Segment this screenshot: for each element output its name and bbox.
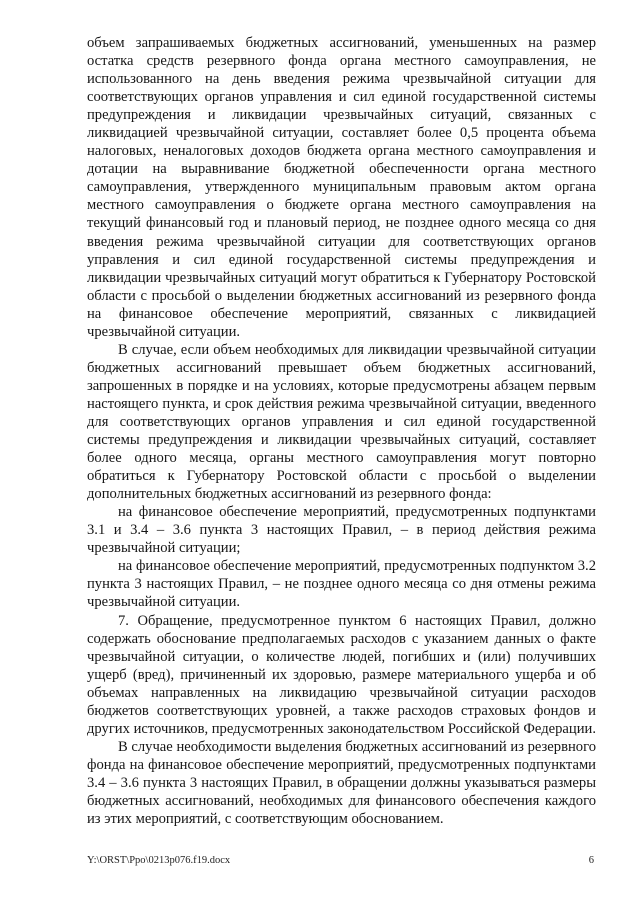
- paragraph-additional-funds: В случае, если объем необходимых для ликвидации чрезвычайной ситуации бюджетных ассигнований превышает объем бюджетных ассигнований, запрошенных в порядке и на условиях, которые предусмотрены абзацем первым настоящего пункта, и срок действия режима чрезвычайной ситуации, введенного для соответствующих органов управления и сил единой государственной системы предупреждения и ликвидации чрезвычайных ситуаций, составляет более одного месяца, органы местного самоуправления могут повторно обратиться к Губернатору Ростовской области с просьбой о выделении дополнительных бюджетных ассигнований из резервного фонда:: [87, 341, 596, 503]
- footer-file-path: Y:\ORST\Ppo\0213p076.f19.docx: [87, 855, 231, 866]
- paragraph-continuation: объем запрашиваемых бюджетных ассигнований, уменьшенных на размер остатка средств резервного фонда органа местного самоуправления, не использованного на день введения режима чрезвычайной ситуации для соответствующих органов управления и сил единой государственной системы предупреждения и ликвидации чрезвычайных ситуаций, связанных с ликвидацией чрезвычайной ситуации, составляет более 0,5 процента объема налоговых, неналоговых доходов бюджета органа местного самоуправления и дотации на выравнивание бюджетной обеспеченности органа местного самоуправления, утвержденного муниципальным правовым актом органа местного самоуправления о бюджете органа местного самоуправления на текущий финансовый год и плановый период, не позднее одного месяца со дня введения режима чрезвычайной ситуации для соответствующих органов управления и сил единой государственной системы предупреждения и ликвидации чрезвычайных ситуаций могут обратиться к Губернатору Ростовской области с просьбой о выделении бюджетных ассигнований из резервного фонда на финансовое обеспечение мероприятий, связанных с ликвидацией чрезвычайной ситуации.: [87, 35, 596, 340]
- paragraph-subitem-3-2: на финансовое обеспечение мероприятий, предусмотренных подпунктом 3.2 пункта 3 настоящих Правил, – не позднее одного месяца со дня отмены режима чрезвычайной ситуации.: [87, 558, 596, 611]
- document-body: [87, 34, 596, 828]
- paragraph-item-7-funds: В случае необходимости выделения бюджетных ассигнований из резервного фонда на финансовое обеспечение мероприятий, предусмотренных подпунктами 3.4 – 3.6 пункта 3 настоящих Правил, в обращении должны указываться размеры бюджетных ассигнований, необходимых для финансового обеспечения каждого из этих мероприятий, с соответствующим обоснованием.: [87, 738, 596, 828]
- page-number: 6: [588, 855, 594, 866]
- paragraph-subitems-3-1-3-6: на финансовое обеспечение мероприятий, предусмотренных подпунктами 3.1 и 3.4 – 3.6 пункта 3 настоящих Правил, – в период действия режима чрезвычайной ситуации;: [87, 504, 596, 557]
- paragraph-item-7: 7. Обращение, предусмотренное пунктом 6 настоящих Правил, должно содержать обоснование предполагаемых расходов с указанием данных о факте чрезвычайной ситуации, о количестве людей, погибших и (или) получивших ущерб (вред), причиненный их здоровью, размере материального ущерба и об объемах направленных на ликвидацию чрезвычайной ситуации расходов бюджетов соответствующих уровней, а также расходов страховых фондов и других источников, предусмотренных законодательством Российской Федерации.: [87, 612, 596, 737]
